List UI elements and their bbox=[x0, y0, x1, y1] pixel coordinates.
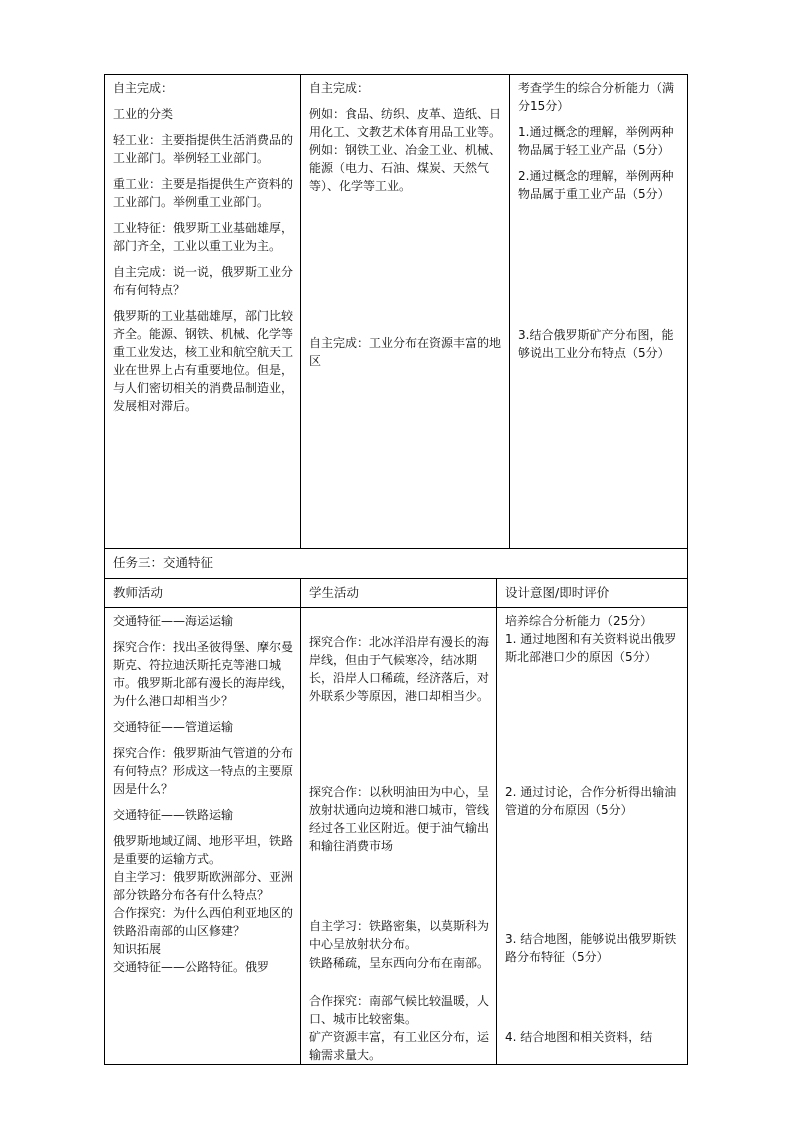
header-label: 学生活动 bbox=[309, 585, 360, 600]
text-line: 自主完成：工业分布在资源丰富的地区 bbox=[309, 336, 502, 368]
text-line: 自主学习：俄罗斯欧洲部分、亚洲部分铁路分布各有什么特点？ bbox=[113, 870, 294, 902]
text-line: 1.通过概念的理解，举例两种物品属于轻工业产品（5分） bbox=[518, 125, 674, 157]
bottom-col1-cell bbox=[104, 607, 301, 1065]
lesson-plan-table bbox=[104, 74, 688, 1065]
task3-title-cell bbox=[104, 548, 688, 579]
text-line: 交通特征——海运运输 bbox=[113, 614, 234, 628]
top-col1-cell bbox=[104, 74, 301, 549]
text-line: 例如：钢铁工业、冶金工业、机械、能源（电力、石油、煤炭、天然气等）、化学等工业。 bbox=[309, 143, 502, 193]
top-col2-cell bbox=[300, 74, 510, 549]
text-line: 交通特征——铁路运输 bbox=[113, 808, 234, 822]
text-line: 合作探究：为什么西伯利亚地区的铁路沿南部的山区修建？ bbox=[113, 906, 294, 938]
text-line: 合作探究：南部气候比较温暖，人口、城市比较密集。 bbox=[309, 994, 490, 1026]
text-line: 交通特征——管道运输 bbox=[113, 720, 234, 734]
header-student-activity bbox=[300, 578, 497, 608]
text-line: 俄罗斯的工业基础雄厚，部门比较齐全。能源、钢铁、机械、化学等重工业发达，核工业和航空航天工业在世界上占有重要地位。但是，与人们密切相关的消费品制造业，发展相对滞后。 bbox=[113, 309, 294, 413]
text-line: 2.通过概念的理解，举例两种物品属于重工业产品（5分） bbox=[518, 169, 674, 201]
header-design-intent bbox=[496, 578, 688, 608]
text-line: 自主完成：说一说，俄罗斯工业分布有何特点？ bbox=[113, 265, 294, 297]
text-line: 探究合作：俄罗斯油气管道的分布有何特点？形成这一特点的主要原因是什么？ bbox=[113, 746, 294, 796]
section-title: 任务三：交通特征 bbox=[113, 555, 214, 570]
text-line: 例如：食品、纺织、皮革、造纸、日用化工、文教艺术体育用品工业等。 bbox=[309, 107, 502, 139]
text-line: 交通特征——公路特征。俄罗 bbox=[113, 960, 270, 974]
header-label: 设计意图/即时评价 bbox=[505, 585, 610, 600]
text-line: 探究合作：找出圣彼得堡、摩尔曼斯克、符拉迪沃斯托克等港口城市。俄罗斯北部有漫长的海岸线，为什么港口却相当少？ bbox=[113, 640, 294, 708]
bottom-col3-cell bbox=[496, 607, 688, 1065]
text-line: 知识拓展 bbox=[113, 942, 162, 956]
text-line: 自主完成： bbox=[309, 81, 370, 95]
text-line: 考查学生的综合分析能力（满分15分） bbox=[518, 81, 675, 113]
text-line: 培养综合分析能力（25分） bbox=[505, 614, 653, 628]
top-col3-cell bbox=[509, 74, 688, 549]
text-line: 轻工业：主要指提供生活消费品的工业部门。举例轻工业部门。 bbox=[113, 133, 294, 165]
text-line: 矿产资源丰富，有工业区分布，运输需求量大。 bbox=[309, 1030, 490, 1062]
text-line: 自主学习：铁路密集，以莫斯科为中心呈放射状分布。 bbox=[309, 919, 490, 951]
text-line: 1. 通过地图和有关资料说出俄罗斯北部港口少的原因（5分） bbox=[505, 632, 677, 664]
text-line: 工业的分类 bbox=[113, 107, 174, 121]
header-teacher-activity bbox=[104, 578, 301, 608]
text-line: 探究合作：以秋明油田为中心，呈放射状通向边境和港口城市，管线经过各工业区附近。便于油气输出和输往消费市场 bbox=[309, 785, 490, 853]
text-line: 重工业：主要是指提供生产资料的工业部门。举例重工业部门。 bbox=[113, 177, 294, 209]
text-line: 3. 结合地图，能够说出俄罗斯铁路分布特征（5分） bbox=[505, 932, 677, 964]
bottom-col2-cell bbox=[300, 607, 497, 1065]
text-line: 工业特征：俄罗斯工业基础雄厚，部门齐全，工业以重工业为主。 bbox=[113, 221, 294, 253]
text-line: 自主完成： bbox=[113, 81, 174, 95]
text-line: 2. 通过讨论，合作分析得出输油管道的分布原因（5分） bbox=[505, 785, 677, 817]
text-line: 探究合作：北冰洋沿岸有漫长的海岸线，但由于气候寒冷，结冰期长，沿岸人口稀疏，经济落后，对外联系少等原因，港口却相当少。 bbox=[309, 635, 490, 703]
text-line: 俄罗斯地域辽阔、地形平坦，铁路是重要的运输方式。 bbox=[113, 834, 294, 866]
text-line: 铁路稀疏，呈东西向分布在南部。 bbox=[309, 956, 490, 970]
text-line: 4. 结合地图和相关资料，结 bbox=[505, 1030, 653, 1044]
header-label: 教师活动 bbox=[113, 585, 164, 600]
text-line: 3.结合俄罗斯矿产分布图，能够说出工业分布特点（5分） bbox=[518, 328, 674, 360]
